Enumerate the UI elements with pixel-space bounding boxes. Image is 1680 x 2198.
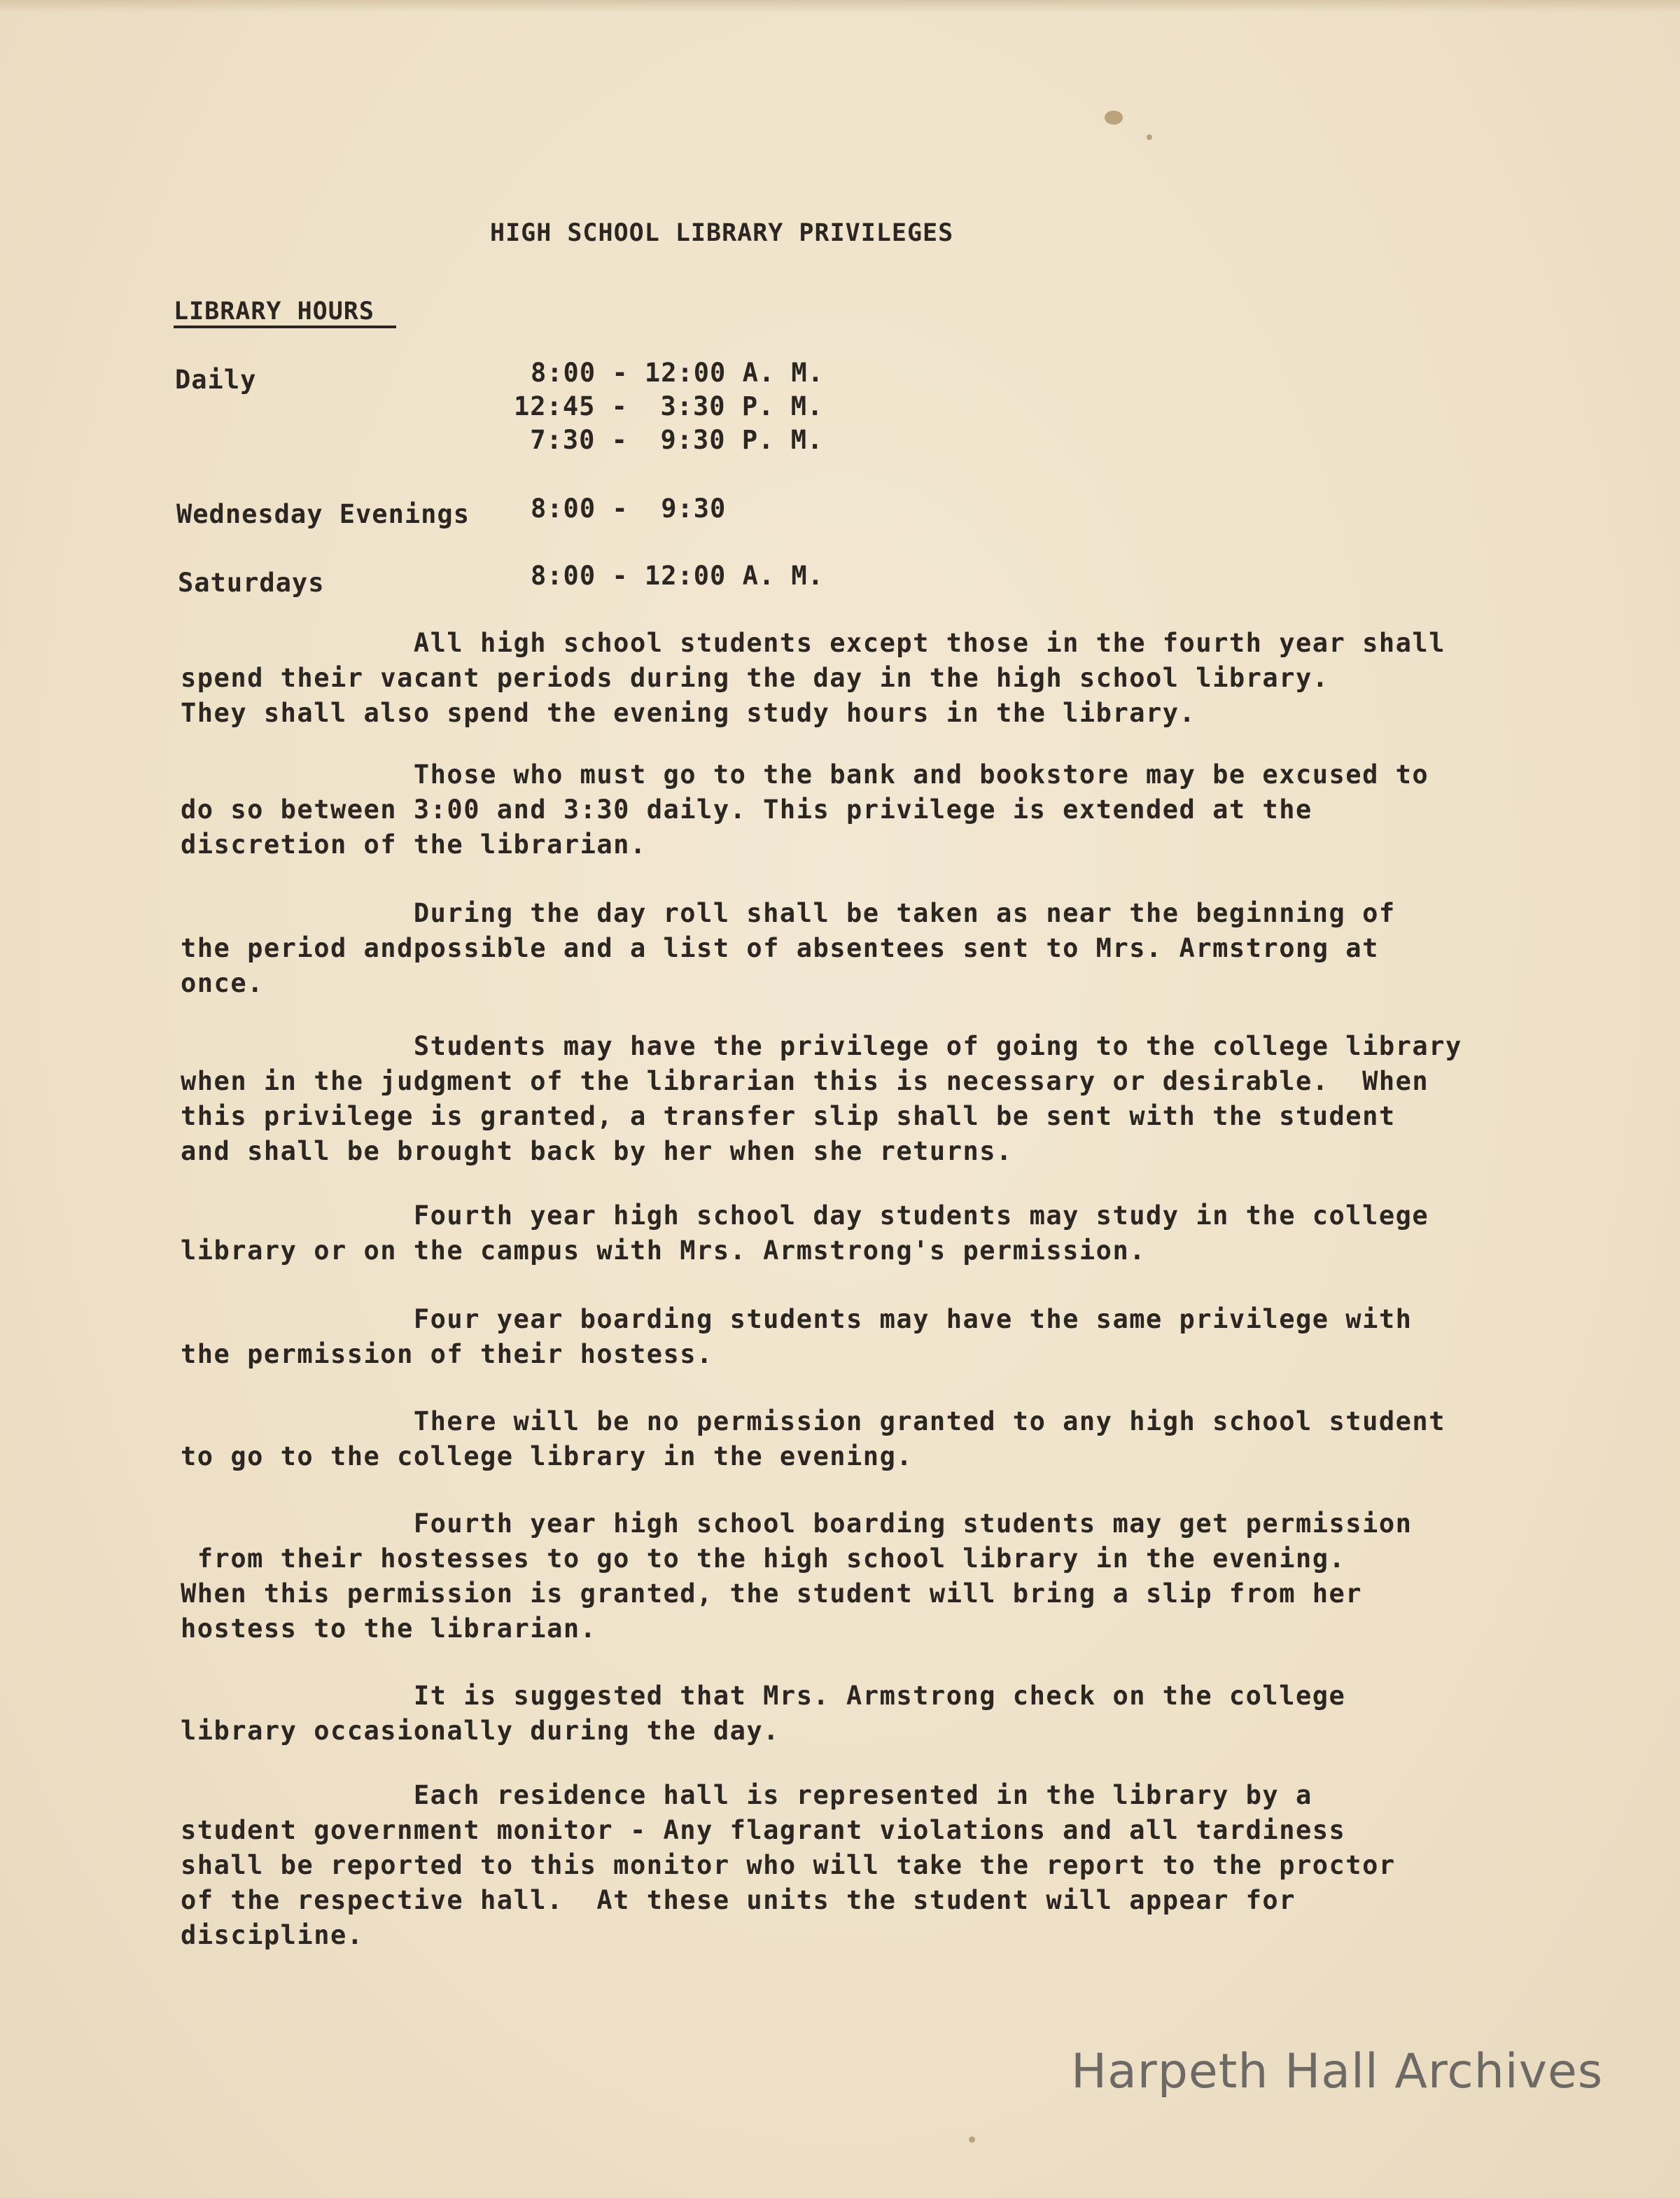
paragraph-line: It is suggested that Mrs. Armstrong check on the college <box>181 1681 1346 1711</box>
paper-stain <box>969 2136 975 2143</box>
schedule-time: 8:00 - 12:00 A. M. <box>531 358 824 388</box>
paragraph-line: hostess to the librarian. <box>181 1614 597 1644</box>
paragraph-line: Four year boarding students may have the same privilege with <box>181 1304 1413 1334</box>
paragraph-boarding-students <box>181 1302 1483 1372</box>
paragraph-line: During the day roll shall be taken as near the beginning of <box>181 898 1396 928</box>
paragraph-line: of the respective hall. At these units the student will appear for <box>181 1885 1296 1915</box>
paragraph-line: There will be no permission granted to any high school student <box>181 1406 1446 1436</box>
paragraph-line: library occasionally during the day. <box>181 1716 780 1746</box>
paragraph-line: when in the judgment of the librarian this is necessary or desirable. When <box>181 1066 1429 1096</box>
paragraph-vacant-periods <box>181 626 1483 731</box>
paragraph-line: shall be reported to this monitor who will take the report to the proctor <box>181 1850 1396 1880</box>
schedule-time: 7:30 - 9:30 P. M. <box>514 425 824 455</box>
paragraph-line: the period andpossible and a list of absentees sent to Mrs. Armstrong at <box>181 933 1379 963</box>
paragraph-armstrong-check <box>181 1679 1483 1749</box>
paragraph-line: All high school students except those in the fourth year shall <box>181 628 1446 658</box>
paragraph-line: discipline. <box>181 1920 364 1950</box>
paragraph-line: the permission of their hostess. <box>181 1339 713 1369</box>
paragraph-line: Fourth year high school day students may study in the college <box>181 1200 1429 1231</box>
paragraph-line: student government monitor - Any flagrant violations and all tardiness <box>181 1815 1346 1845</box>
paragraph-line: this privilege is granted, a transfer slip shall be sent with the student <box>181 1101 1396 1131</box>
paragraph-line: discretion of the librarian. <box>181 830 647 860</box>
paragraph-bank-bookstore <box>181 757 1483 862</box>
paragraph-line: Students may have the privilege of going to the college library <box>181 1031 1462 1061</box>
paragraph-college-library <box>181 1029 1483 1169</box>
schedule-time: 12:45 - 3:30 P. M. <box>514 391 824 421</box>
paper-top-edge <box>0 0 1680 13</box>
paragraph-line: library or on the campus with Mrs. Armstrong's permission. <box>181 1236 1147 1266</box>
archive-watermark: Harpeth Hall Archives <box>1071 2044 1604 2099</box>
schedule-time: 8:00 - 9:30 <box>531 493 727 524</box>
paragraph-line: to go to the college library in the evening. <box>181 1441 913 1471</box>
paragraph-residence-hall <box>181 1778 1483 1953</box>
paragraph-line: do so between 3:00 and 3:30 daily. This privilege is extended at the <box>181 794 1312 825</box>
paragraph-line: and shall be brought back by her when she returns. <box>181 1136 1013 1166</box>
paper-stain <box>1105 111 1123 125</box>
paragraph-line: once. <box>181 968 264 998</box>
paper-stain <box>1147 134 1152 140</box>
paragraph-line: Each residence hall is represented in the library by a <box>181 1780 1312 1810</box>
section-heading-underline <box>174 326 396 328</box>
schedule-day-saturdays: Saturdays <box>178 568 325 598</box>
paragraph-roll <box>181 896 1483 1001</box>
paragraph-line: They shall also spend the evening study hours in the library. <box>181 698 1196 728</box>
section-heading: LIBRARY HOURS <box>174 298 374 326</box>
document-title: HIGH SCHOOL LIBRARY PRIVILEGES <box>490 219 954 247</box>
paragraph-fourth-year-day <box>181 1198 1483 1268</box>
paragraph-line: Fourth year high school boarding students may get permission <box>181 1508 1413 1539</box>
schedule-day-wednesday: Wednesday Evenings <box>176 499 470 529</box>
paragraph-hostess-permission <box>181 1506 1483 1646</box>
paragraph-line: spend their vacant periods during the day in the high school library. <box>181 663 1329 693</box>
paragraph-no-evening-permission <box>181 1404 1483 1474</box>
paragraph-line: Those who must go to the bank and bookstore may be excused to <box>181 760 1429 790</box>
paragraph-line: When this permission is granted, the student will bring a slip from her <box>181 1578 1363 1609</box>
schedule-time: 8:00 - 12:00 A. M. <box>531 561 824 591</box>
paragraph-line: from their hostesses to go to the high school library in the evening. <box>181 1544 1346 1574</box>
schedule-day-daily: Daily <box>175 365 257 395</box>
